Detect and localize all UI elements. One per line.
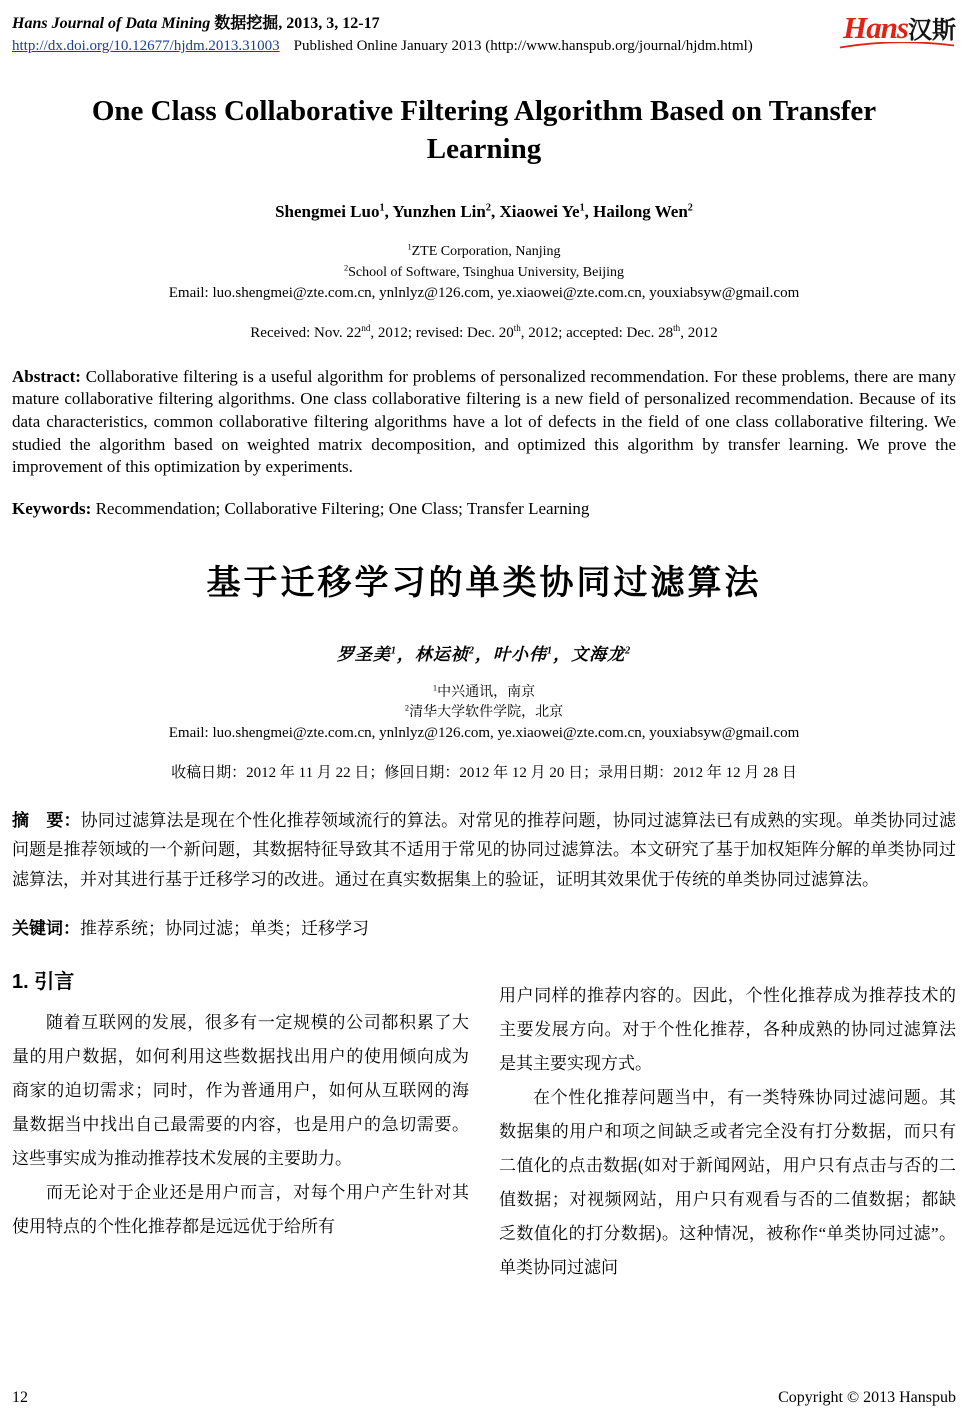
affil-sup: 1 (407, 242, 412, 252)
authors-zh (12, 640, 956, 665)
hanspub-logo-hans: Hans (843, 10, 908, 45)
abstract-text-zh: 协同过滤算法是现在个性化推荐领域流行的算法。对常见的推荐问题，协同过滤算法已有成熟的实现。单类协同过滤问题是推荐领域的一个新问题，其数据特征导致其不适用于常见的协同过滤算法。本文研究了基于加权矩阵分解的单类协同过滤算法，并对其进行基于迁移学习的改进。通过在真实数据集上的验证，证明其效果优于传统的单类协同过滤算法。 (12, 811, 957, 889)
body-paragraph: 随着互联网的发展，很多有一定规模的公司都积累了大量的用户数据，如何利用这些数据找出用户的使用倾向成为商家的迫切需求；同时，作为普通用户，如何从互联网的海量数据当中找出自己最需要的内容，也是用户的急切需要。这些事实成为推动推荐技术发展的主要助力。 (12, 1012, 469, 1168)
author-name: 罗圣美 (336, 644, 391, 664)
keywords-zh (12, 914, 956, 939)
author-affil-sup: 1 (390, 645, 397, 657)
author-affil-sup: 2 (468, 645, 475, 657)
abstract-zh (12, 806, 956, 894)
page-footer (12, 1389, 956, 1407)
email-line: Email: luo.shengmei@zte.com.cn, ynlnlyz@126.com, ye.xiaowei@zte.com.cn, youxiabsyw@gmail.com (168, 725, 800, 742)
author-name: Xiaowei Ye (499, 202, 580, 222)
author-affil-sup: 2 (687, 202, 693, 214)
received-text: , 2012; revised: Dec. 20 (370, 324, 514, 341)
received-text: Received: Nov. 22 (250, 324, 362, 341)
ordinal-sup: th (673, 322, 681, 333)
abstract-label: Abstract: (12, 366, 81, 386)
ordinal-sup: th (513, 322, 521, 333)
author-affil-sup: 1 (547, 645, 554, 657)
hanspub-logo (838, 10, 956, 49)
journal-name-en: Hans Journal of Data Mining (12, 15, 211, 32)
keywords-label: Keywords: (12, 498, 92, 518)
journal-header-left (12, 10, 753, 55)
author-separator: , (384, 202, 393, 222)
author-name: Yunzhen Lin (392, 202, 486, 222)
body-columns (12, 965, 956, 1285)
article-title-zh: 基于迁移学习的单类协同过滤算法 (206, 563, 762, 602)
journal-header (12, 10, 956, 55)
affiliations-zh (12, 683, 956, 745)
author-separator: , (490, 202, 500, 222)
keywords-text-zh: 推荐系统；协同过滤；单类；迁移学习 (80, 918, 369, 938)
hanspub-logo-hanzi: 汉斯 (908, 18, 956, 44)
doi-line (12, 38, 753, 55)
abstract-label-zh: 摘 要： (12, 811, 81, 831)
author-affil-sup: 1 (379, 202, 385, 214)
affiliation-line (12, 242, 956, 262)
affil-text: 中兴通讯，南京 (437, 684, 536, 700)
affiliation-line (12, 683, 956, 703)
affiliation-line (12, 703, 956, 723)
page-number: 12 (12, 1389, 28, 1406)
author-name: 文海龙 (571, 644, 626, 664)
abstract-text: Collaborative filtering is a useful algorithm for problems of personalized recommendation. For these problems, there are many mature collaborative filtering algorithms. One class collaborative filtering is a new field of personalized recommendation. Because of its data characteristics, common collaborative filtering algorithms have a lot of defects in the field of one class collaborative filtering. We studied the algorithm based on weighted matrix decomposition, and optimized this algorithm by transfer learning. We prove the improvement of this optimization by experiments. (12, 366, 957, 477)
affil-text: ZTE Corporation, Nanjing (411, 244, 561, 260)
author-separator: ， (396, 644, 415, 664)
author-affil-sup: 1 (579, 202, 585, 214)
author-name: Shengmei Luo (275, 202, 380, 222)
received-text: , 2012 (680, 324, 718, 341)
affil-text: 清华大学软件学院，北京 (409, 705, 564, 721)
author-affil-sup: 2 (485, 202, 491, 214)
author-affil-sup: 2 (625, 645, 632, 657)
section-1-heading: 1. 引言 (12, 970, 75, 993)
right-column (499, 965, 956, 1285)
affiliation-line (12, 263, 956, 283)
journal-name-zh: 数据挖掘 (214, 15, 279, 32)
author-separator: ， (475, 644, 493, 664)
author-name: Hailong Wen (593, 202, 688, 222)
journal-title-line (12, 10, 753, 33)
affil-text: School of Software, Tsinghua University, Beijing (348, 264, 625, 280)
keywords-text: Recommendation; Collaborative Filtering; One Class; Transfer Learning (95, 498, 590, 518)
affil-sup: 2 (404, 703, 410, 713)
received-dates-line (12, 322, 956, 342)
author-name: 林运祯 (414, 644, 469, 664)
copyright-notice: Copyright © 2013 Hanspub (778, 1389, 956, 1406)
body-paragraph: 在个性化推荐问题当中，有一类特殊协同过滤问题。其数据集的用户和项之间缺乏或者完全没有打分数据，而只有二值化的点击数据(如对于新闻网站，用户只有点击与否的二值数据；对视频网站，用户只有观看与否的二值数据；都缺乏数值化的打分数据)。这种情况，被称作“单类协同过滤”。单类协同过滤问 (499, 1087, 956, 1277)
ordinal-sup: nd (361, 322, 371, 333)
published-online-info: Published Online January 2013 (http://www.hanspub.org/journal/hjdm.html) (293, 38, 753, 54)
affil-sup: 2 (343, 263, 349, 273)
affiliations-en (12, 242, 956, 304)
author-separator: , (584, 202, 594, 222)
email-line: Email: luo.shengmei@zte.com.cn, ynlnlyz@126.com, ye.xiaowei@zte.com.cn, youxiabsyw@gmail.com (168, 284, 800, 301)
received-text: , 2012; accepted: Dec. 28 (520, 324, 674, 341)
dates-line-zh: 收稿日期：2012 年 11 月 22 日；修回日期：2012 年 12 月 20 日；录用日期：2012 年 12 月 28 日 (171, 765, 797, 782)
left-column (12, 965, 469, 1285)
body-paragraph: 而无论对于企业还是用户而言，对每个用户产生针对其使用特点的个性化推荐都是远远优于给所有 (12, 1182, 469, 1236)
author-separator: ， (553, 644, 572, 664)
author-name: 叶小伟 (493, 644, 547, 664)
article-title-en: One Class Collaborative Filtering Algorithm Based on Transfer Learning (91, 95, 877, 165)
body-paragraph: 用户同样的推荐内容的。因此，个性化推荐成为推荐技术的主要发展方向。对于个性化推荐，各种成熟的协同过滤算法是其主要实现方式。 (499, 985, 956, 1073)
hanspub-logo-text (838, 12, 956, 43)
affil-sup: 1 (432, 683, 438, 693)
keywords-en (12, 499, 956, 519)
authors-en (12, 202, 956, 222)
journal-issue-info: , 2013, 3, 12-17 (278, 15, 380, 32)
keywords-label-zh: 关键词： (12, 918, 80, 938)
abstract-en (12, 366, 956, 479)
doi-link[interactable]: http://dx.doi.org/10.12677/hjdm.2013.31003 (12, 38, 280, 54)
